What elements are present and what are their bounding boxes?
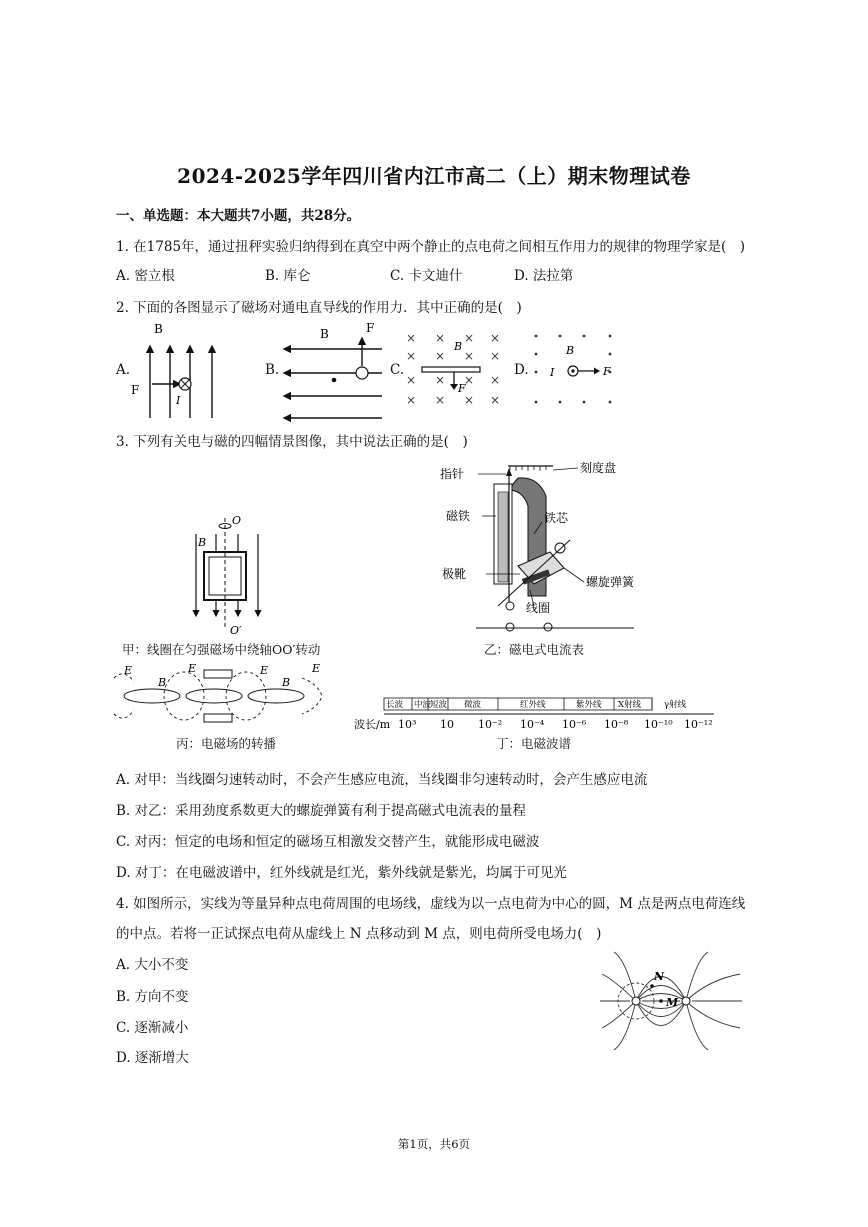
q3-option-d: D. 对丁：在电磁波谱中，红外线就是红光，紫外线就是紫光，均属于可见光 [116,865,567,881]
question-2-stem: 2. 下面的各图显示了磁场对通电直导线的作用力．其中正确的是( ) [116,300,522,316]
q3-yi-label-core: 铁芯 [544,511,569,525]
question-1-stem: 1. 在1785年，通过扭秤实验归纳得到在真空中两个静止的点电荷之间相互作用力的规律的物理学家是( ) [116,239,746,255]
q2a-label-i: I [176,394,181,407]
tick-0: 10³ [398,718,417,731]
q3-figure-ding [354,696,724,736]
tick-3: 10⁻⁴ [520,718,545,731]
q2-figure-d [530,332,622,408]
tick-2: 10⁻² [478,718,503,731]
tick-1: 10 [440,718,454,731]
q2-figure-b [278,318,390,422]
tick-5: 10⁻⁸ [604,718,629,731]
svg-text:×: × [464,373,475,387]
q2c-label-f: F [458,382,466,395]
q3-ding-caption: 丁：电磁波谱 [496,736,572,751]
tick-4: 10⁻⁶ [562,718,587,731]
svg-text:×: × [406,331,417,345]
q3-yi-label-spring: 螺旋弹簧 [586,575,635,589]
q3-yi-label-pointer: 指针 [440,467,465,481]
q3-figure-bing [112,658,328,734]
q3-figure-jia [184,512,274,640]
svg-text:×: × [490,349,501,363]
svg-text:×: × [435,331,446,345]
q3-option-a: A. 对甲：当线圈匀速转动时，不会产生感应电流，当线圈非匀速转动时，会产生感应电流 [116,772,648,788]
svg-text:×: × [435,349,446,363]
question-4-stem-line2: 的中点。若将一正试探点电荷从虚线上 N 点移动到 M 点，则电荷所受电场力( ) [116,926,602,942]
band-medium: 中波 [414,700,432,710]
q3-option-b: B. 对乙：采用劲度系数更大的螺旋弹簧有利于提高磁式电流表的量程 [116,803,527,819]
q3-jia-axis-top: O [232,514,242,527]
question-4-stem-line1: 4. 如图所示，实线为等量异种点电荷周围的电场线，虚线为以一点电荷为中心的圆，M 点是两点电荷连线 [116,896,746,912]
q2-option-b: B. [265,362,280,378]
svg-text:×: × [464,349,475,363]
q2-option-d: D. [514,362,529,378]
svg-text:×: × [464,331,475,345]
q4-option-d: D. 逐渐增大 [116,1050,189,1066]
q1-option-d: D. 法拉第 [514,268,574,284]
q2a-label-b: B [154,322,163,336]
q1-option-c: C. 卡文迪什 [390,268,463,284]
q2-figure-c [402,328,504,408]
band-long: 长波 [386,700,404,710]
q2c-label-b: B [454,340,463,353]
q2d-label-f: F [603,365,611,378]
q4-field-line-figure [596,950,746,1052]
q3-jia-axis-bottom: O′ [230,624,242,637]
q3-bing-e2: E [188,662,197,675]
svg-text:×: × [464,393,475,407]
band-xray: X射线 [618,700,642,710]
svg-text:×: × [490,393,501,407]
svg-text:×: × [435,393,446,407]
q3-yi-label-coil: 线圈 [526,601,551,615]
q4-label-n: N [654,970,665,983]
q4-option-a: A. 大小不变 [116,957,189,973]
band-ultraviolet: 紫外线 [576,700,602,710]
q4-option-b: B. 方向不变 [116,989,189,1005]
section-heading: 一、单选题：本大题共7小题，共28分。 [116,208,361,224]
ding-axis-label: 波长/m [354,718,391,731]
q3-yi-label-magnet: 磁铁 [446,509,471,523]
q2-option-c: C. [390,362,405,378]
q2b-label-f: F [366,321,375,335]
band-short: 短波 [430,700,448,710]
q3-yi-label-dial: 刻度盘 [580,461,617,475]
q3-bing-b1: B [158,676,167,689]
q2-figure-a [128,318,228,422]
band-gamma: γ射线 [664,700,687,710]
question-3-stem: 3. 下列有关电与磁的四幅情景图像，其中说法正确的是( ) [116,434,468,450]
q3-option-c: C. 对丙：恒定的电场和恒定的磁场互相激发交替产生，就能形成电磁波 [116,834,540,850]
q2b-label-b: B [320,327,329,341]
q3-yi-caption: 乙：磁电式电流表 [484,642,585,657]
page-footer: 第1页，共6页 [397,1137,471,1151]
q1-option-a: A. 密立根 [116,268,175,284]
band-microwave: 微波 [464,700,482,710]
q3-yi-label-pole-shoe: 极靴 [442,567,467,581]
q3-jia-caption: 甲：线圈在匀强磁场中绕轴OO′转动 [122,642,321,657]
tick-7: 10⁻¹² [684,718,713,731]
svg-text:×: × [406,393,417,407]
svg-text:×: × [406,349,417,363]
q4-label-m: M [666,996,679,1009]
q2a-label-f: F [131,383,140,397]
q2d-label-i: I [550,366,555,379]
q1-option-b: B. 库仑 [265,268,311,284]
svg-text:×: × [435,373,446,387]
q3-jia-field: B [198,536,207,549]
page-title: 2024-2025学年四川省内江市高二（上）期末物理试卷 [177,164,691,188]
q2-option-a: A. [116,362,131,378]
svg-text:×: × [406,373,417,387]
q3-bing-e4: E [312,662,321,675]
band-infrared: 红外线 [520,700,546,710]
svg-text:×: × [490,331,501,345]
q3-figure-yi [438,456,638,638]
q3-bing-e1: E [124,664,133,677]
q3-bing-caption: 丙：电磁场的转播 [176,736,277,751]
q2d-label-b: B [566,344,575,357]
q3-bing-b2: B [282,676,291,689]
q3-bing-e3: E [260,664,269,677]
svg-text:×: × [490,373,501,387]
q4-option-c: C. 逐渐减小 [116,1020,189,1036]
tick-6: 10⁻¹⁰ [644,718,673,731]
